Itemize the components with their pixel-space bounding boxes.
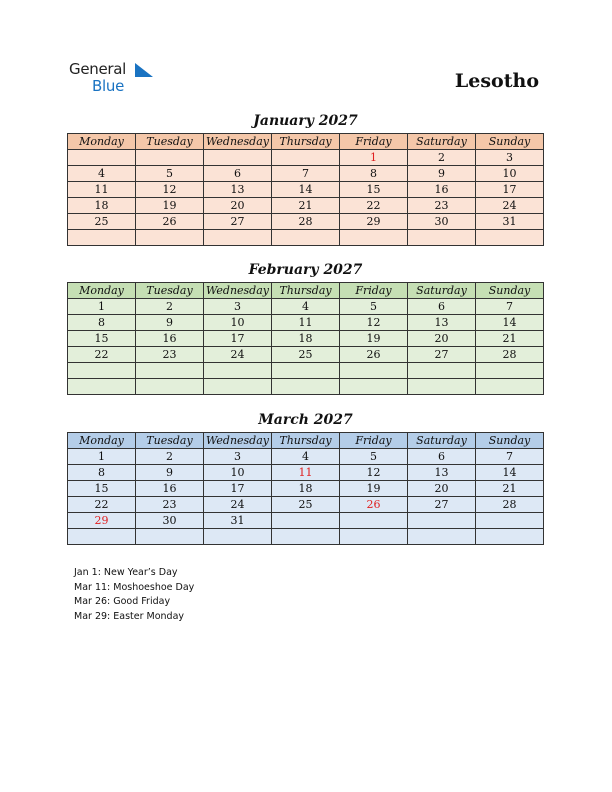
calendar-day-cell: 22 (68, 497, 136, 513)
holiday-list (74, 566, 194, 624)
calendar-day-cell (476, 513, 544, 529)
weekday-header-cell: Monday (68, 433, 136, 449)
calendar-day-cell: 14 (476, 465, 544, 481)
calendar-week-row (68, 299, 544, 315)
calendar-day-cell: 23 (136, 497, 204, 513)
calendar-day-cell (136, 230, 204, 246)
calendar-day-cell: 16 (136, 481, 204, 497)
calendar-day-cell (340, 513, 408, 529)
calendar-day-cell: 18 (68, 198, 136, 214)
weekday-header-row (68, 283, 544, 299)
calendar-day-cell (408, 363, 476, 379)
holiday-note: Mar 29: Easter Monday (74, 610, 185, 622)
calendar-day-cell (204, 150, 272, 166)
calendar-day-cell: 26 (340, 497, 408, 513)
calendar-day-cell: 20 (204, 198, 272, 214)
calendar-day-cell: 15 (68, 481, 136, 497)
calendar-week-row (68, 315, 544, 331)
calendar-day-cell: 4 (68, 166, 136, 182)
calendar-day-cell: 9 (136, 315, 204, 331)
logo-triangle-icon (135, 63, 153, 77)
month-title-february: February 2027 (248, 262, 363, 278)
calendar-day-cell: 17 (204, 481, 272, 497)
calendar-day-cell: 5 (340, 449, 408, 465)
calendar-day-cell: 7 (476, 299, 544, 315)
calendar-day-cell: 23 (136, 347, 204, 363)
calendar-week-row (68, 449, 544, 465)
weekday-header-cell: Saturday (408, 134, 476, 150)
weekday-header-cell: Saturday (408, 283, 476, 299)
calendar-day-cell (340, 230, 408, 246)
calendar-day-cell (272, 513, 340, 529)
calendar-day-cell (136, 529, 204, 545)
calendar-day-cell: 10 (204, 315, 272, 331)
month-title-march: March 2027 (258, 412, 353, 428)
calendar-day-cell: 26 (340, 347, 408, 363)
calendar-day-cell: 20 (408, 331, 476, 347)
calendar-day-cell: 10 (476, 166, 544, 182)
month-title-january: January 2027 (253, 113, 358, 129)
calendar-day-cell: 4 (272, 299, 340, 315)
calendar-day-cell: 15 (340, 182, 408, 198)
weekday-header-cell: Monday (68, 283, 136, 299)
weekday-header-cell: Thursday (272, 283, 340, 299)
calendar-day-cell: 27 (204, 214, 272, 230)
calendar-day-cell (272, 529, 340, 545)
calendar-day-cell: 24 (476, 198, 544, 214)
country-title: Lesotho (454, 70, 539, 92)
calendar-day-cell: 16 (136, 331, 204, 347)
weekday-header-cell: Sunday (476, 134, 544, 150)
weekday-header-row (68, 134, 544, 150)
calendar-day-cell: 6 (408, 449, 476, 465)
calendar-week-row (68, 529, 544, 545)
calendar-week-row (68, 166, 544, 182)
calendar-day-cell (408, 379, 476, 395)
weekday-header-cell: Monday (68, 134, 136, 150)
calendar-week-row (68, 214, 544, 230)
calendar-day-cell: 25 (68, 214, 136, 230)
calendar-day-cell: 21 (476, 331, 544, 347)
weekday-header-cell: Friday (340, 283, 408, 299)
calendar-day-cell: 28 (476, 347, 544, 363)
calendar-day-cell: 5 (136, 166, 204, 182)
calendar-day-cell: 4 (272, 449, 340, 465)
weekday-header-cell: Thursday (272, 433, 340, 449)
calendar-day-cell: 1 (340, 150, 408, 166)
calendar-day-cell: 24 (204, 497, 272, 513)
calendar-day-cell: 12 (340, 465, 408, 481)
calendar-day-cell: 13 (204, 182, 272, 198)
calendar-day-cell (272, 379, 340, 395)
calendar-day-cell: 3 (204, 299, 272, 315)
calendar-body (68, 150, 544, 246)
calendar-week-row (68, 230, 544, 246)
calendar-day-cell: 27 (408, 347, 476, 363)
calendar-day-cell: 12 (136, 182, 204, 198)
calendar-day-cell: 24 (204, 347, 272, 363)
calendar-day-cell: 1 (68, 449, 136, 465)
calendar-week-row (68, 497, 544, 513)
calendar-day-cell: 6 (204, 166, 272, 182)
calendar-day-cell (136, 363, 204, 379)
calendar-day-cell: 11 (272, 315, 340, 331)
calendar-day-cell: 15 (68, 331, 136, 347)
holiday-note: Jan 1: New Year’s Day (74, 567, 178, 578)
weekday-header-cell: Tuesday (136, 433, 204, 449)
calendar-day-cell (408, 230, 476, 246)
calendar-day-cell: 20 (408, 481, 476, 497)
calendar-day-cell: 14 (476, 315, 544, 331)
weekday-header-cell: Thursday (272, 134, 340, 150)
calendar-day-cell (136, 379, 204, 395)
calendar-day-cell (68, 230, 136, 246)
calendar-week-row (68, 465, 544, 481)
calendar-body (68, 449, 544, 545)
calendar-day-cell: 7 (272, 166, 340, 182)
calendar-day-cell: 9 (136, 465, 204, 481)
calendar-day-cell: 28 (476, 497, 544, 513)
calendar-week-row (68, 379, 544, 395)
brand-logo (69, 60, 169, 96)
weekday-header-row (68, 433, 544, 449)
calendar-day-cell: 3 (476, 150, 544, 166)
weekday-header-cell: Friday (340, 433, 408, 449)
calendar-day-cell: 5 (340, 299, 408, 315)
calendar-day-cell (204, 529, 272, 545)
calendar-day-cell: 19 (136, 198, 204, 214)
calendar-day-cell: 25 (272, 347, 340, 363)
calendar-day-cell: 8 (340, 166, 408, 182)
calendar-day-cell: 8 (68, 465, 136, 481)
calendar-week-row (68, 150, 544, 166)
calendar-day-cell: 30 (136, 513, 204, 529)
calendar-day-cell (204, 230, 272, 246)
calendar-day-cell: 19 (340, 481, 408, 497)
calendar-body (68, 299, 544, 395)
calendar-day-cell (476, 230, 544, 246)
weekday-header-cell: Saturday (408, 433, 476, 449)
calendar-day-cell (68, 529, 136, 545)
calendar-week-row (68, 513, 544, 529)
weekday-header-cell: Friday (340, 134, 408, 150)
calendar-day-cell (476, 363, 544, 379)
calendar-day-cell: 22 (68, 347, 136, 363)
calendar-march (67, 432, 544, 545)
calendar-day-cell: 11 (272, 465, 340, 481)
calendar-week-row (68, 331, 544, 347)
calendar-day-cell (136, 150, 204, 166)
calendar-day-cell: 7 (476, 449, 544, 465)
calendar-day-cell (68, 379, 136, 395)
calendar-day-cell (272, 230, 340, 246)
weekday-header-cell: Wednesday (204, 283, 272, 299)
calendar-day-cell: 8 (68, 315, 136, 331)
calendar-day-cell: 3 (204, 449, 272, 465)
calendar-day-cell: 6 (408, 299, 476, 315)
calendar-day-cell: 22 (340, 198, 408, 214)
calendar-day-cell: 30 (408, 214, 476, 230)
weekday-header-cell: Wednesday (204, 433, 272, 449)
calendar-day-cell: 25 (272, 497, 340, 513)
calendar-day-cell (476, 379, 544, 395)
calendar-day-cell: 23 (408, 198, 476, 214)
calendar-day-cell: 13 (408, 315, 476, 331)
calendar-day-cell: 9 (408, 166, 476, 182)
weekday-header-cell: Sunday (476, 433, 544, 449)
calendar-day-cell (408, 529, 476, 545)
weekday-header-cell: Tuesday (136, 283, 204, 299)
calendar-day-cell: 27 (408, 497, 476, 513)
calendar-day-cell: 29 (68, 513, 136, 529)
logo-text-general: General (69, 60, 127, 78)
calendar-day-cell: 16 (408, 182, 476, 198)
weekday-header-cell: Sunday (476, 283, 544, 299)
weekday-header-cell: Wednesday (204, 134, 272, 150)
calendar-day-cell: 18 (272, 481, 340, 497)
calendar-day-cell: 10 (204, 465, 272, 481)
logo-text-blue: Blue (92, 77, 124, 95)
calendar-week-row (68, 198, 544, 214)
calendar-day-cell (68, 363, 136, 379)
calendar-week-row (68, 347, 544, 363)
calendar-day-cell: 19 (340, 331, 408, 347)
calendar-day-cell: 29 (340, 214, 408, 230)
calendar-day-cell (340, 363, 408, 379)
calendar-day-cell (204, 379, 272, 395)
calendar-week-row (68, 363, 544, 379)
calendar-day-cell: 21 (476, 481, 544, 497)
calendar-january (67, 133, 544, 246)
calendar-week-row (68, 182, 544, 198)
calendar-day-cell: 13 (408, 465, 476, 481)
calendar-day-cell (68, 150, 136, 166)
calendar-day-cell (204, 363, 272, 379)
calendar-day-cell (340, 529, 408, 545)
calendar-day-cell: 21 (272, 198, 340, 214)
calendar-day-cell (340, 379, 408, 395)
calendar-day-cell (272, 150, 340, 166)
calendar-day-cell: 31 (204, 513, 272, 529)
calendar-day-cell: 2 (408, 150, 476, 166)
calendar-day-cell: 28 (272, 214, 340, 230)
calendar-day-cell: 31 (476, 214, 544, 230)
calendar-day-cell: 17 (476, 182, 544, 198)
calendar-day-cell: 17 (204, 331, 272, 347)
calendar-day-cell: 26 (136, 214, 204, 230)
weekday-header-cell: Tuesday (136, 134, 204, 150)
calendar-day-cell: 18 (272, 331, 340, 347)
calendar-february (67, 282, 544, 395)
calendar-day-cell (408, 513, 476, 529)
calendar-day-cell: 11 (68, 182, 136, 198)
holiday-note: Mar 11: Moshoeshoe Day (74, 581, 195, 593)
calendar-day-cell: 2 (136, 299, 204, 315)
calendar-day-cell: 1 (68, 299, 136, 315)
holiday-note: Mar 26: Good Friday (74, 596, 171, 607)
calendar-day-cell (272, 363, 340, 379)
calendar-day-cell: 14 (272, 182, 340, 198)
calendar-day-cell: 12 (340, 315, 408, 331)
calendar-day-cell: 2 (136, 449, 204, 465)
calendar-week-row (68, 481, 544, 497)
calendar-day-cell (476, 529, 544, 545)
